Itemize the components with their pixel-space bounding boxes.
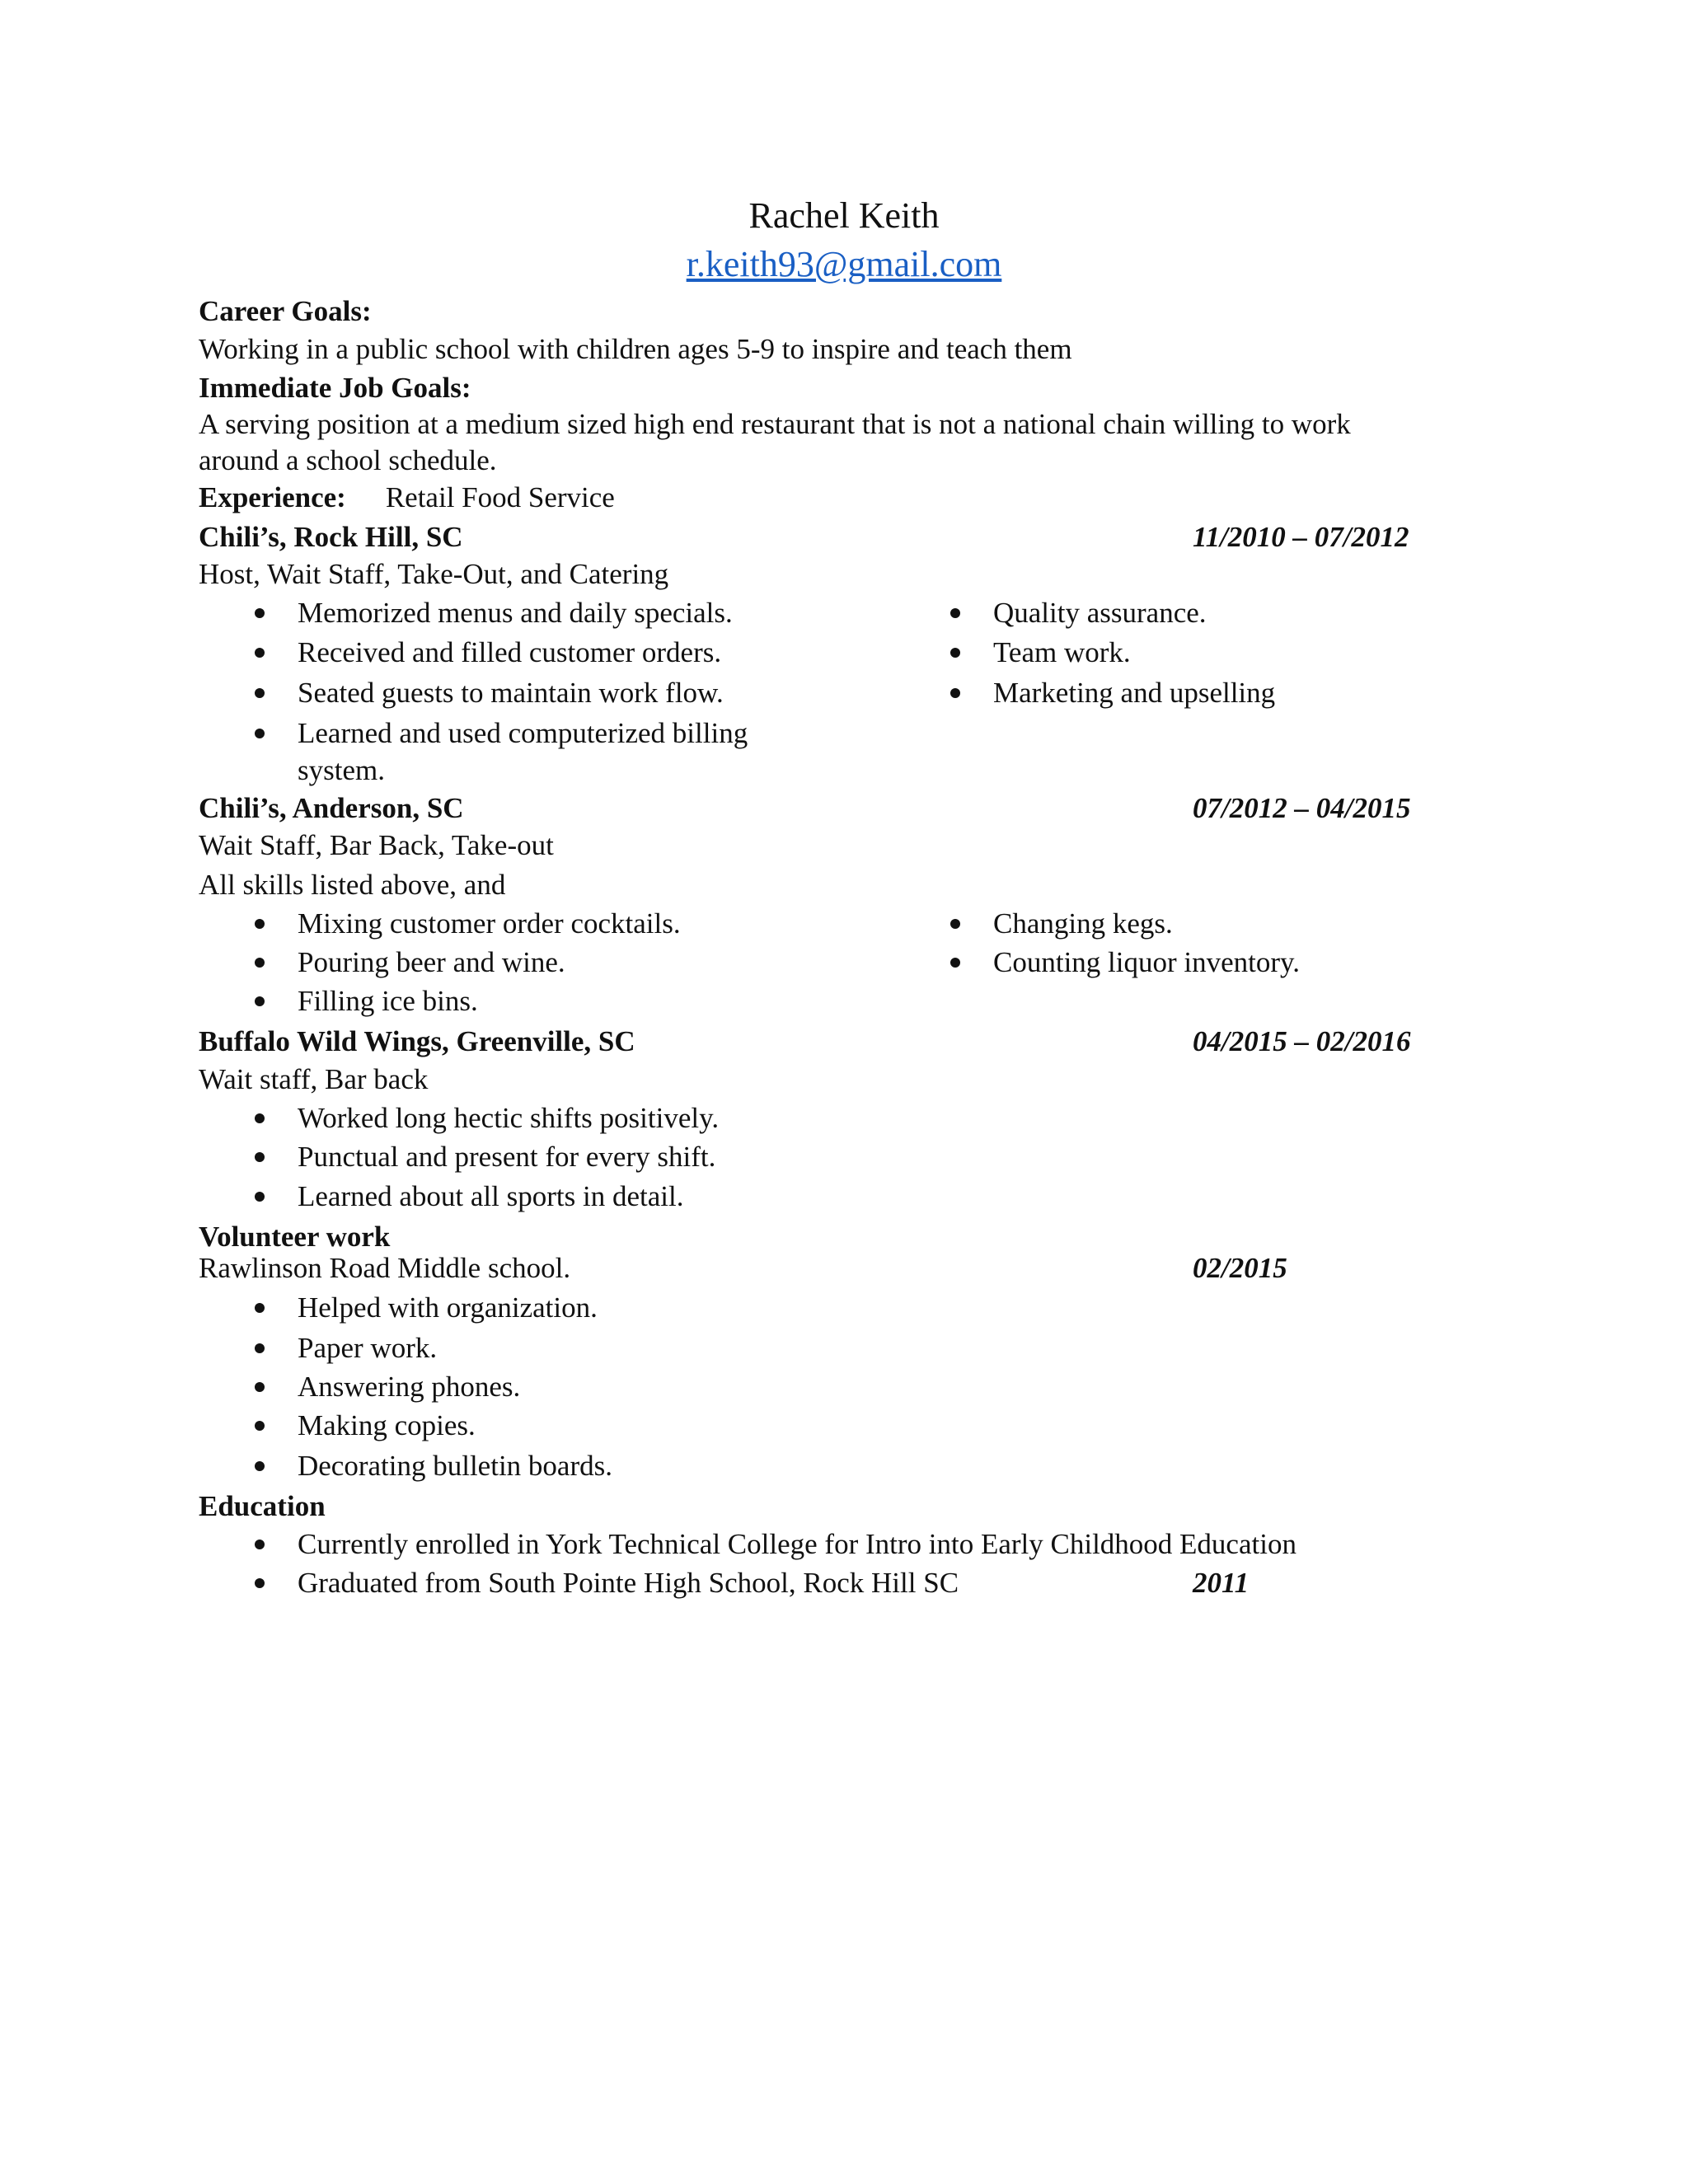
bullet-icon: [950, 919, 960, 929]
bullet-icon: [255, 919, 265, 929]
bullet-icon: [950, 608, 960, 618]
list-item: Decorating bulletin boards.: [298, 1446, 612, 1486]
list-item-continuation: system.: [298, 754, 385, 786]
job-dates: 07/2012 – 04/2015: [1193, 792, 1411, 824]
list-item: Pouring beer and wine.: [298, 943, 565, 982]
bullet-icon: [255, 648, 265, 658]
bullet-icon: [255, 1303, 265, 1313]
career-goals-heading: Career Goals:: [199, 295, 372, 327]
bullet-icon: [255, 608, 265, 618]
list-item: Graduated from South Pointe High School, Rock Hill SC: [298, 1563, 959, 1603]
immediate-goals-line: A serving position at a medium sized high end restaurant that is not a national chain willing to work: [199, 408, 1351, 440]
bullet-icon: [950, 688, 960, 698]
experience-subtitle: Retail Food Service: [385, 481, 615, 513]
list-item: Answering phones.: [298, 1367, 520, 1407]
job-role: Wait Staff, Bar Back, Take-out: [199, 829, 554, 861]
email-link[interactable]: r.keith93@gmail.com: [686, 244, 1002, 284]
job-dates: 04/2015 – 02/2016: [1193, 1025, 1411, 1057]
list-item: Mixing customer order cocktails.: [298, 904, 681, 944]
experience-heading-row: [199, 478, 615, 518]
volunteer-heading: Volunteer work: [199, 1221, 391, 1253]
job-title: Chili’s, Anderson, SC: [199, 792, 464, 824]
email-container: [0, 245, 1688, 284]
bullet-icon: [255, 1540, 265, 1549]
education-heading: Education: [199, 1490, 326, 1522]
list-item: Paper work.: [298, 1329, 437, 1368]
job-intro: All skills listed above, and: [199, 869, 506, 901]
list-item: Changing kegs.: [993, 904, 1173, 944]
bullet-icon: [255, 729, 265, 738]
job-title: Chili’s, Rock Hill, SC: [199, 521, 463, 553]
bullet-icon: [950, 958, 960, 968]
bullet-icon: [255, 1152, 265, 1162]
job-title: Buffalo Wild Wings, Greenville, SC: [199, 1025, 635, 1057]
bullet-icon: [255, 1421, 265, 1431]
list-item: Making copies.: [298, 1406, 476, 1446]
list-item: Quality assurance.: [993, 593, 1207, 633]
volunteer-place: Rawlinson Road Middle school.: [199, 1252, 571, 1284]
list-item: Counting liquor inventory.: [993, 943, 1300, 982]
graduation-year: 2011: [1193, 1567, 1250, 1599]
list-item: Marketing and upselling: [993, 673, 1275, 713]
job-role: Wait staff, Bar back: [199, 1063, 429, 1095]
bullet-icon: [255, 1461, 265, 1471]
applicant-name: Rachel Keith: [748, 195, 940, 236]
list-item: Team work.: [993, 633, 1131, 673]
bullet-icon: [255, 1113, 265, 1123]
bullet-icon: [950, 648, 960, 658]
list-item: Seated guests to maintain work flow.: [298, 673, 724, 713]
immediate-goals-heading: Immediate Job Goals:: [199, 372, 471, 404]
list-item: Filling ice bins.: [298, 982, 478, 1021]
immediate-goals-line: around a school schedule.: [199, 444, 497, 476]
job-role: Host, Wait Staff, Take-Out, and Catering: [199, 558, 669, 590]
list-item: Learned and used computerized billing: [298, 714, 748, 753]
list-item: Helped with organization.: [298, 1288, 598, 1328]
list-item: Worked long hectic shifts positively.: [298, 1099, 719, 1138]
experience-heading: Experience:: [199, 481, 346, 513]
list-item: Punctual and present for every shift.: [298, 1137, 715, 1177]
bullet-icon: [255, 996, 265, 1006]
bullet-icon: [255, 688, 265, 698]
list-item: Received and filled customer orders.: [298, 633, 721, 673]
bullet-icon: [255, 1382, 265, 1392]
volunteer-date: 02/2015: [1193, 1252, 1287, 1284]
list-item: Learned about all sports in detail.: [298, 1177, 683, 1216]
list-item: Currently enrolled in York Technical College for Intro into Early Childhood Education: [298, 1525, 1296, 1564]
bullet-icon: [255, 958, 265, 968]
bullet-icon: [255, 1192, 265, 1202]
bullet-icon: [255, 1343, 265, 1353]
job-dates: 11/2010 – 07/2012: [1193, 521, 1409, 553]
career-goals-text: Working in a public school with children ages 5-9 to inspire and teach them: [199, 333, 1072, 365]
bullet-icon: [255, 1578, 265, 1588]
list-item: Memorized menus and daily specials.: [298, 593, 733, 633]
